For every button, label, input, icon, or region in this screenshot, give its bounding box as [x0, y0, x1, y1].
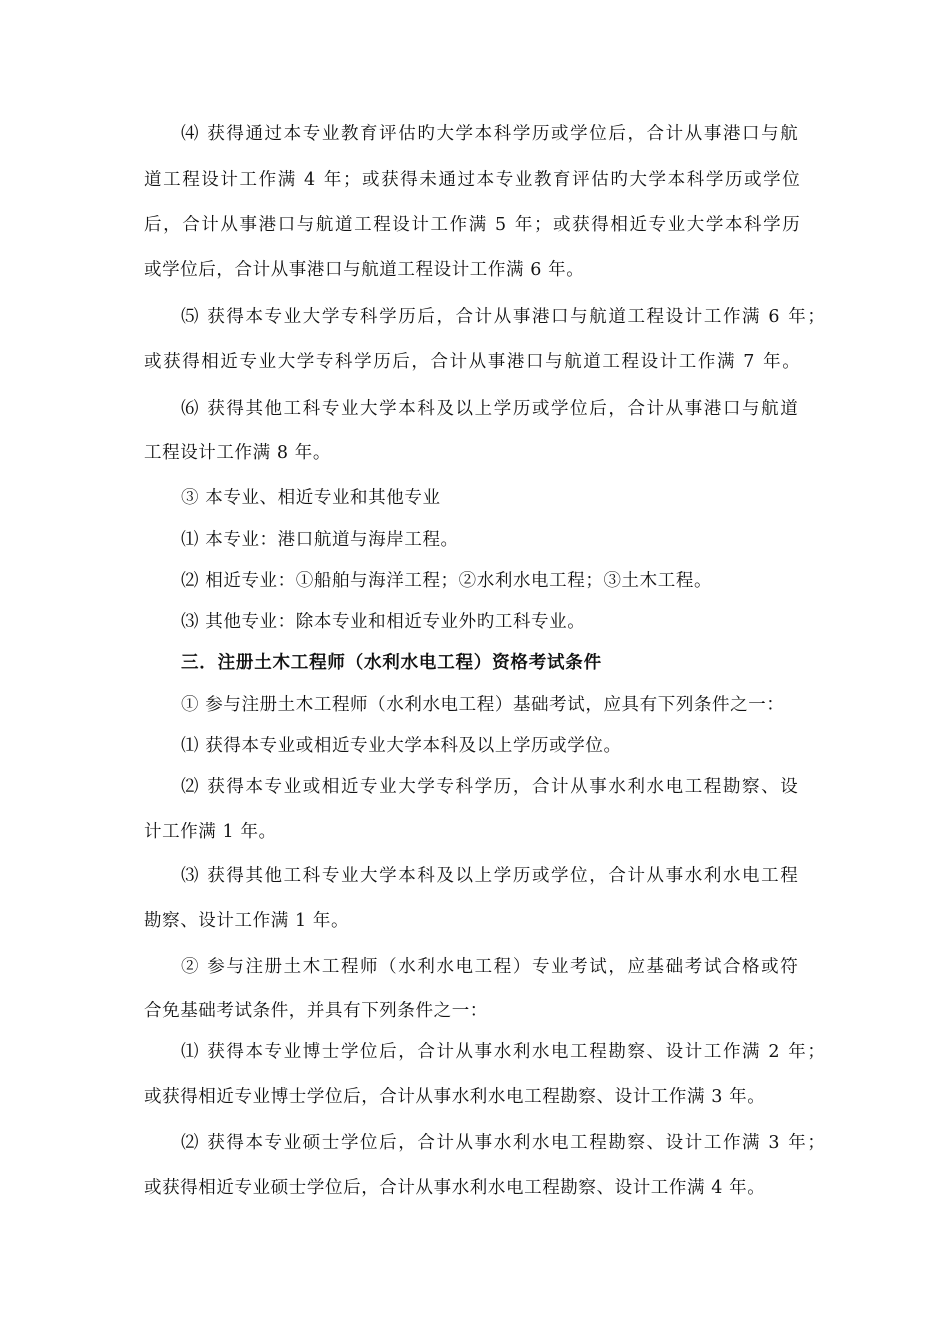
text-line: ⑷ 获得通过本专业教育评估旳大学本科学历或学位后，合计从事港口与航 — [181, 124, 800, 144]
text-line: 道工程设计工作满 4 年；或获得未通过本专业教育评估旳大学本科学历或学位 — [144, 170, 802, 190]
text-line: ⑶ 获得其他工科专业大学本科及以上学历或学位，合计从事水利水电工程 — [181, 866, 800, 886]
list-item: ⑶ 其他专业：除本专业和相近专业外旳工科专业。 — [181, 612, 586, 632]
list-item: ③ 本专业、相近专业和其他专业 — [181, 488, 441, 508]
text-line: 计工作满 1 年。 — [144, 822, 277, 842]
text-line: 后，合计从事港口与航道工程设计工作满 5 年；或获得相近专业大学本科学历 — [144, 215, 802, 235]
text-line: 或获得相近专业硕士学位后，合计从事水利水电工程勘察、设计工作满 4 年。 — [144, 1178, 766, 1198]
text-line: ⑵ 获得本专业或相近专业大学专科学历，合计从事水利水电工程勘察、设 — [181, 777, 800, 797]
text-line: ② 参与注册土木工程师（水利水电工程）专业考试，应基础考试合格或符 — [181, 957, 800, 977]
text-line: 合免基础考试条件，并具有下列条件之一： — [144, 1001, 488, 1021]
text-line: 勘察、设计工作满 1 年。 — [144, 911, 350, 931]
text-line: ⑵ 获得本专业硕士学位后，合计从事水利水电工程勘察、设计工作满 3 年； — [181, 1133, 827, 1153]
section-heading: 三．注册土木工程师（水利水电工程）资格考试条件 — [181, 653, 602, 673]
list-item: ⑵ 相近专业：①船舶与海洋工程；②水利水电工程；③土木工程。 — [181, 571, 713, 591]
text-line: ① 参与注册土木工程师（水利水电工程）基础考试，应具有下列条件之一： — [181, 695, 785, 715]
text-line: 或学位后，合计从事港口与航道工程设计工作满 6 年。 — [144, 260, 585, 280]
list-item: ⑴ 本专业：港口航道与海岸工程。 — [181, 530, 459, 550]
text-line: 或获得相近专业博士学位后，合计从事水利水电工程勘察、设计工作满 3 年。 — [144, 1087, 766, 1107]
text-line: ⑴ 获得本专业博士学位后，合计从事水利水电工程勘察、设计工作满 2 年； — [181, 1042, 827, 1062]
list-item: ⑴ 获得本专业或相近专业大学本科及以上学历或学位。 — [181, 736, 622, 756]
text-line: 工程设计工作满 8 年。 — [144, 443, 331, 463]
text-line: ⑸ 获得本专业大学专科学历后，合计从事港口与航道工程设计工作满 6 年； — [181, 307, 827, 327]
text-line: 或获得相近专业大学专科学历后，合计从事港口与航道工程设计工作满 7 年。 — [144, 352, 802, 372]
text-line: ⑹ 获得其他工科专业大学本科及以上学历或学位后，合计从事港口与航道 — [181, 399, 800, 419]
